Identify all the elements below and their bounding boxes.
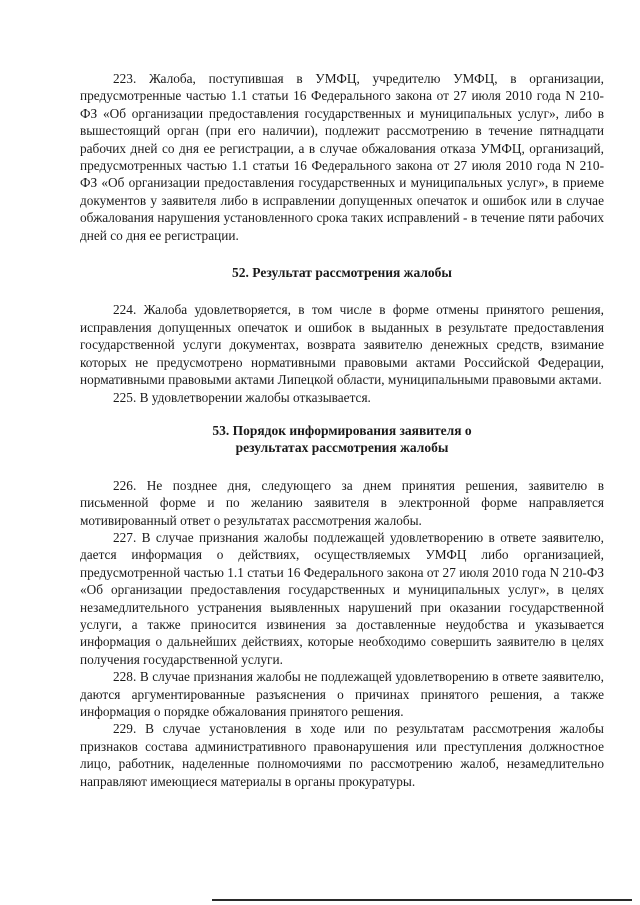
document-page bbox=[80, 70, 604, 790]
paragraph-224: 224. Жалоба удовлетворяется, в том числе в форме отмены принятого решения, исправления допущенных опечаток и ошибок в выданных в результате предоставления государственной услуги документах, возврата заявителю денежных средств, взимание которых не предусмотрено нормативными правовыми актами Российской Федерации, нормативными правовыми актами Липецкой области, муниципальными правовыми актами. bbox=[80, 302, 604, 388]
paragraph-228: 228. В случае признания жалобы не подлежащей удовлетворению в ответе заявителю, даются аргументированные разъяснения о причинах принятого решения, а также информация о порядке обжалования принятого решения. bbox=[80, 669, 604, 719]
scan-edge-line bbox=[212, 899, 632, 901]
section-53-heading bbox=[80, 422, 604, 457]
paragraph-227: 227. В случае признания жалобы подлежащей удовлетворению в ответе заявителю, дается информация о действиях, осуществляемых УМФЦ либо организацией, предусмотренной частью 1.1 статьи 16 Федерального закона от 27 июля 2010 года N 210-ФЗ «Об организации предоставления государственных и муниципальных услуг», в целях незамедлительного устранения выявленных нарушений при оказании государственной услуги, а также приносится извинения за доставленные неудобства и указывается информация о дальнейших действиях, которые необходимо совершить заявителю в целях получения государственной услуги. bbox=[80, 529, 604, 667]
section-53-heading-line2: результатах рассмотрения жалобы bbox=[235, 440, 449, 456]
paragraph-226: 226. Не позднее дня, следующего за днем принятия решения, заявителю в письменной форме и по желанию заявителя в электронной форме направляется мотивированный ответ о результатах рассмотрения жалобы. bbox=[80, 477, 604, 528]
paragraph-223: 223. Жалоба, поступившая в УМФЦ, учредителю УМФЦ, в организации, предусмотренные частью 1.1 статьи 16 Федерального закона от 27 июля 2010 года N 210-ФЗ «Об организации предоставления государственных и муниципальных услуг», либо в вышестоящий орган (при его наличии), подлежит рассмотрению в течение пятнадцати рабочих дней со дня ее регистрации, а в случае обжалования отказа УМФЦ, организаций, предусмотренных частью 1.1 статьи 16 Федерального закона от 27 июля 2010 года N 210-ФЗ «Об организации предоставления государственных и муниципальных услуг», в приеме документов у заявителя либо в исправлении допущенных опечаток и ошибок или в случае обжалования нарушения установленного срока таких исправлений - в течение пяти рабочих дней со дня ее регистрации. bbox=[80, 71, 604, 243]
paragraph-225: 225. В удовлетворении жалобы отказывается. bbox=[113, 389, 371, 405]
section-53-heading-line1: 53. Порядок информирования заявителя о bbox=[212, 422, 472, 438]
paragraph-229: 229. В случае установления в ходе или по результатам рассмотрения жалобы признаков состава административного правонарушения или преступления должностное лицо, работник, наделенные полномочиями по рассмотрению жалоб, незамедлительно направляют имеющиеся материалы в органы прокуратуры. bbox=[80, 721, 604, 789]
section-52-heading: 52. Результат рассмотрения жалобы bbox=[232, 265, 452, 281]
